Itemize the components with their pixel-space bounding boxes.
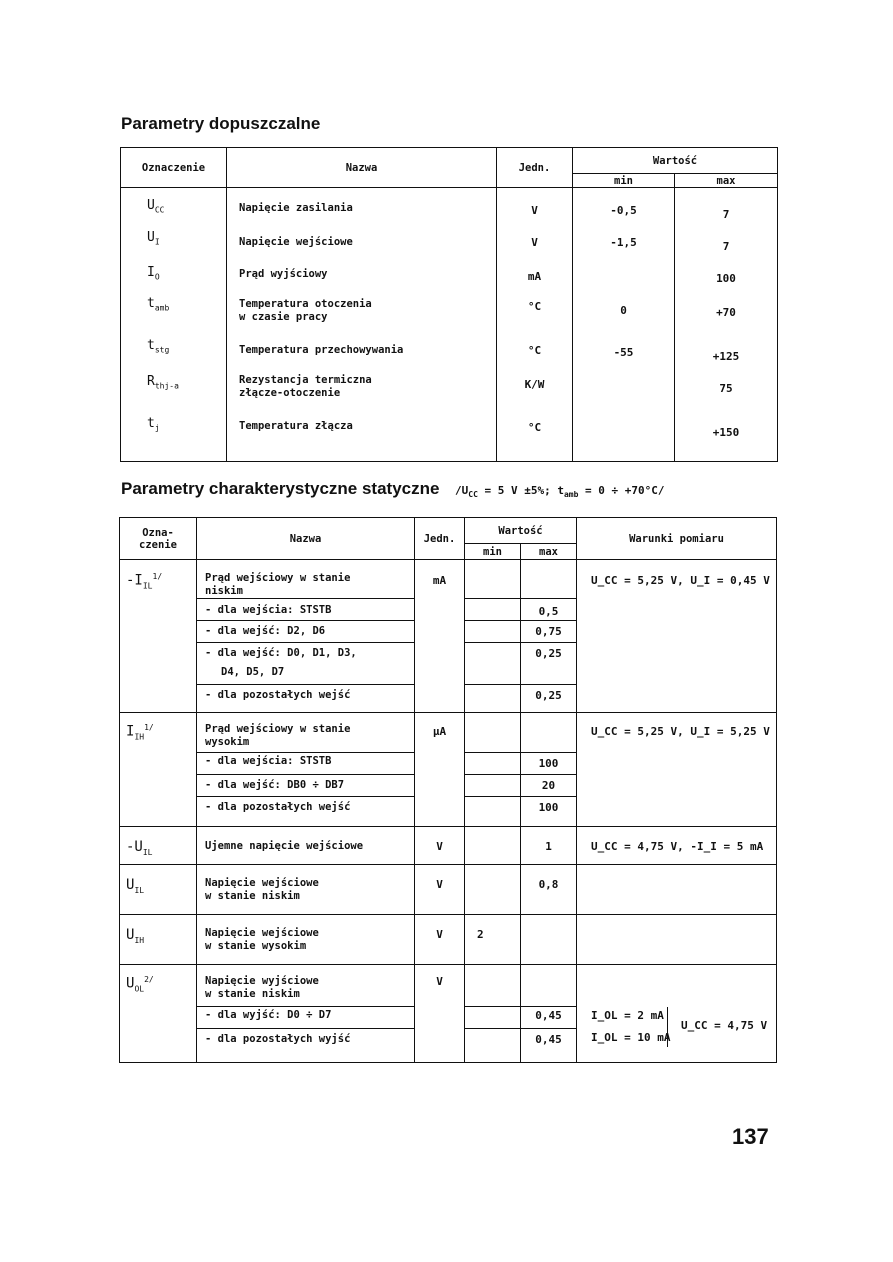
uih-symbol: $U_{IH}$ — [120, 915, 197, 965]
col2-max: max — [521, 544, 577, 560]
iih-name: Prąd wejściowy w stanie wysokim — [197, 713, 415, 753]
limits-table — [120, 147, 778, 462]
uil-symbol: $U_{IL}$ — [120, 865, 197, 915]
col2-value: Wartość — [465, 518, 577, 544]
uilneg-symbol: $-U_{IL}$ — [120, 827, 197, 865]
col-value: Wartość — [573, 148, 778, 174]
iil-name: Prąd wejściowy w stanie niskim — [197, 560, 415, 599]
iil-unit: mA — [415, 560, 465, 713]
units-cell: V V mA °C °C K/W °C — [497, 188, 573, 462]
names-cell: Napięcie zasilania Napięcie wejściowe Prąd wyjściowy Temperatura otoczenia w czasie pracy Temperatura przechowywania Rezystancja termiczna złącze-otoczenie Temperatura złącza — [227, 188, 497, 462]
iih-unit: μA — [415, 713, 465, 827]
table2-title: Parametry charakterystyczne statyczne — [121, 479, 440, 498]
table2-conditions: $/U_{CC} = 5$ V ±5%; $t_{amb} = 0 \div +70^\circ C/$ — [455, 484, 665, 500]
col-unit: Jedn. — [497, 148, 573, 188]
col-symbol: Oznaczenie — [121, 148, 227, 188]
min-cell: -0,5 -1,5 0 -55 — [573, 188, 675, 462]
max-cell: 7 7 100 +70 +125 75 +150 — [675, 188, 778, 462]
col-name: Nazwa — [227, 148, 497, 188]
table1-title: Parametry dopuszczalne — [121, 114, 321, 133]
uol-symbol: $U_{OL}^{2/}$ — [120, 965, 197, 1063]
col2-cond: Warunki pomiaru — [577, 518, 777, 560]
iil-cond: U_CC = 5,25 V, U_I = 0,45 V — [577, 560, 777, 713]
iil-symbol: $-I_{IL}^{1/}$ — [120, 560, 197, 713]
iih-symbol: $I_{IH}^{1/}$ — [120, 713, 197, 827]
col-max: max — [675, 174, 778, 188]
static-params-table: Ozna- czenie Nazwa Jedn. Wartość Warunki pomiaru min max $-I_{IL}^{1/}$ Prąd wejściowy w stanie niskim mA U_CC = 5,25 V, U_I = 0,45 V - dla wejścia: STSTB 0,5 - dla wejść: D2, D6 0,75 - dla wejść: D0, D1, D3, D4, D5, D7 0,25 - dla pozostałych wejść 0,25 $I_{IH}^{1/}$ Prąd wejściowy w stanie wysokim μA U_CC = 5,25 V, U_I = 5,25 V - dla wejścia: STSTB 100 - dla wejść: DB0 ÷ DB7 20 - dla pozostałych wejść 100 $-U_{IL}$ Ujemne napięcie wejściowe V 1 U_CC = 4,75 V, -I_I = 5 mA $U_{IL}$ Napięcie wejściowe w stanie niskim V 0,8 $U_{IH}$ Napięcie wejściowe w stanie wysokim V 2 $U_{OL}^{2/}$ Napięcie wyjściowe w stanie niskim V I_OL = 2 mA I_OL = 10 mA U_CC = 4,75 V - dla wyjść: D0 ÷ D7 0,45 - dla pozostałych wyjść 0,45 — [119, 517, 777, 1063]
col-min: min — [573, 174, 675, 188]
iih-cond: U_CC = 5,25 V, U_I = 5,25 V — [577, 713, 777, 827]
col2-symbol: Ozna- czenie — [120, 518, 197, 560]
col2-unit: Jedn. — [415, 518, 465, 560]
col2-min: min — [465, 544, 521, 560]
page-number: 137 — [732, 1124, 769, 1149]
uol-cond: I_OL = 2 mA I_OL = 10 mA U_CC = 4,75 V — [577, 965, 777, 1063]
symbols-cell: $U_{CC}$ $U_I$ $I_O$ $t_{amb}$ $t_{stg}$ $R_{thj-a}$ $t_j$ — [121, 188, 227, 462]
col2-name: Nazwa — [197, 518, 415, 560]
